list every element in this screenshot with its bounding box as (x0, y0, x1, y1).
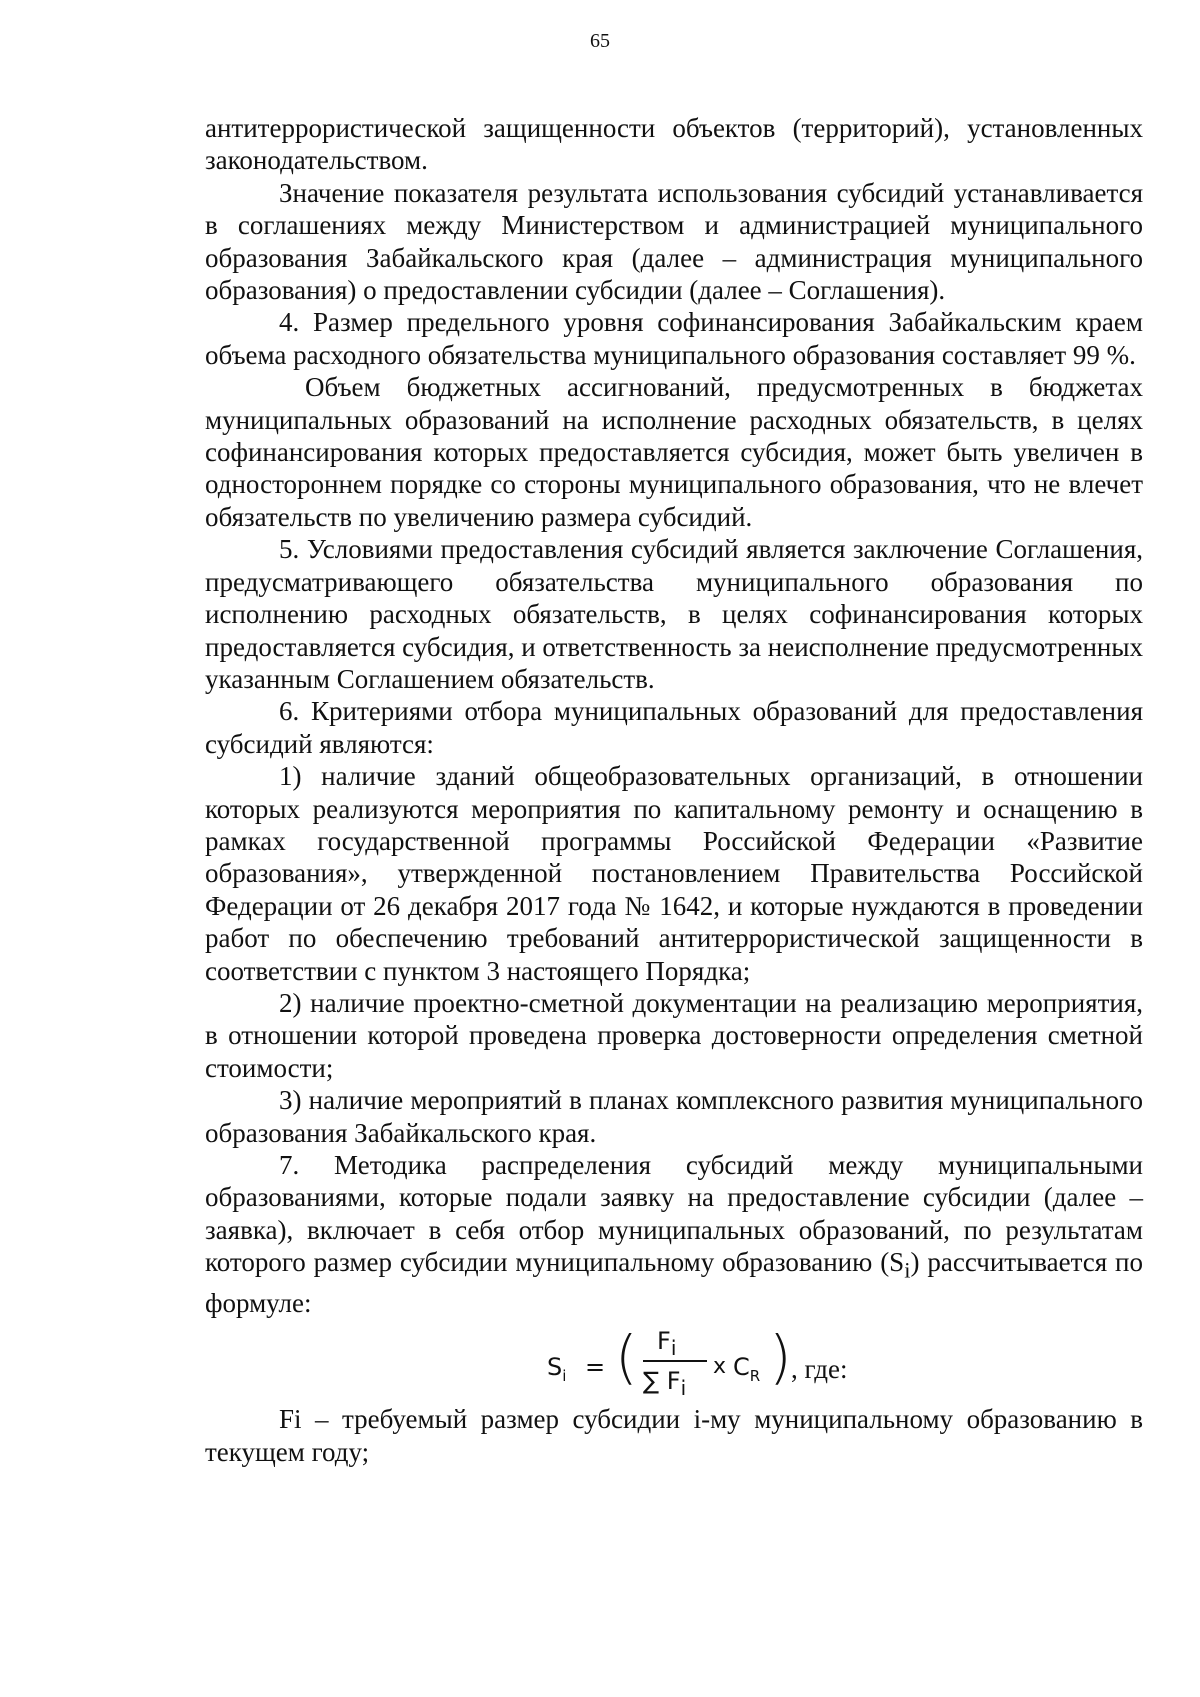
paragraph-criterion-1: 1) наличие зданий общеобразовательных организаций, в отношении которых реализуются мероприятия по капитальному ремонту и оснащению в рамках государственной программы Российской Федерации «Развитие образования», утвержденной постановлением Правительства Российской Федерации от 26 декабря 2017 года № 1642, и которые нуждаются в проведении работ по обеспечению требований антитеррористической защищенности в соответствии с пунктом 3 настоящего Порядка; (205, 761, 1143, 986)
formula-where: , где: (791, 1354, 848, 1385)
paragraph-item-6: 6. Критериями отбора муниципальных образований для предоставления субсидий являются: (205, 696, 1143, 759)
paragraph-indicator-value: Значение показателя результата использования субсидий устанавливается в соглашениях между Министерством и администрацией муниципального образования Забайкальского края (далее – администрация муниципального образования) о предоставлении субсидии (далее – Соглашения). (205, 177, 1143, 306)
formula-times: x (713, 1354, 727, 1380)
paragraph-budget-allocations: Объем бюджетных ассигнований, предусмотренных в бюджетах муниципальных образований на исполнение расходных обязательств, в целях софинансирования которых предоставляется субсидия, может быть увеличен в одностороннем порядке со стороны муниципального образования, что не влечет обязательств по увеличению размера субсидий. (205, 372, 1143, 532)
paragraph-item-4: 4. Размер предельного уровня софинансирования Забайкальским краем объема расходного обязательства муниципального образования составляет 99 %. (205, 307, 1143, 370)
paragraph-fi-definition: Fi – требуемый размер субсидии i-му муниципальному образованию в текущем году; (205, 1404, 1143, 1467)
page-number: 65 (590, 30, 610, 52)
formula-fraction-bar (643, 1360, 707, 1362)
formula-paren-right: ) (769, 1323, 792, 1392)
paragraph-item-5: 5. Условиями предоставления субсидий является заключение Соглашения, предусматривающего обязательства муниципального образования по исполнению расходных обязательств, в целях софинансирования которых предоставляется субсидия, и ответственность за неисполнение предусмотренных указанным Соглашением обязательств. (205, 534, 1143, 694)
subsidy-formula (205, 1319, 1143, 1403)
formula-numerator: $F_i$ (657, 1327, 677, 1361)
formula-s: $S_i$ (547, 1353, 567, 1386)
paragraph-criterion-3: 3) наличие мероприятий в планах комплексного развития муниципального образования Забайкальского края. (205, 1085, 1143, 1148)
paragraph-criterion-2: 2) наличие проектно-сметной документации на реализацию мероприятия, в отношении которой проведена проверка достоверности определения сметной стоимости; (205, 987, 1143, 1083)
item-7-subscript: i (904, 1257, 911, 1283)
item-7-text-start: 7. Методика распределения субсидий между муниципальными образованиями, которые подали заявку на предоставление субсидии (далее – заявка), включает в себя отбор муниципальных образований, по результатам которого размер субсидии муниципальному образованию (S (205, 1150, 1143, 1278)
formula-paren-left: ( (615, 1323, 638, 1392)
paragraph-item-7 (205, 1149, 1143, 1319)
document-body (205, 112, 1143, 1468)
paragraph-continuation: антитеррористической защищенности объектов (территорий), установленных законодательством. (205, 113, 1143, 176)
item-7-text-end: ) рассчитывается по формуле: (205, 1247, 1143, 1319)
formula-equals: = (585, 1353, 606, 1382)
formula-c: $C_R$ (733, 1353, 761, 1386)
formula-denominator: ∑ $F_i$ (643, 1367, 687, 1401)
